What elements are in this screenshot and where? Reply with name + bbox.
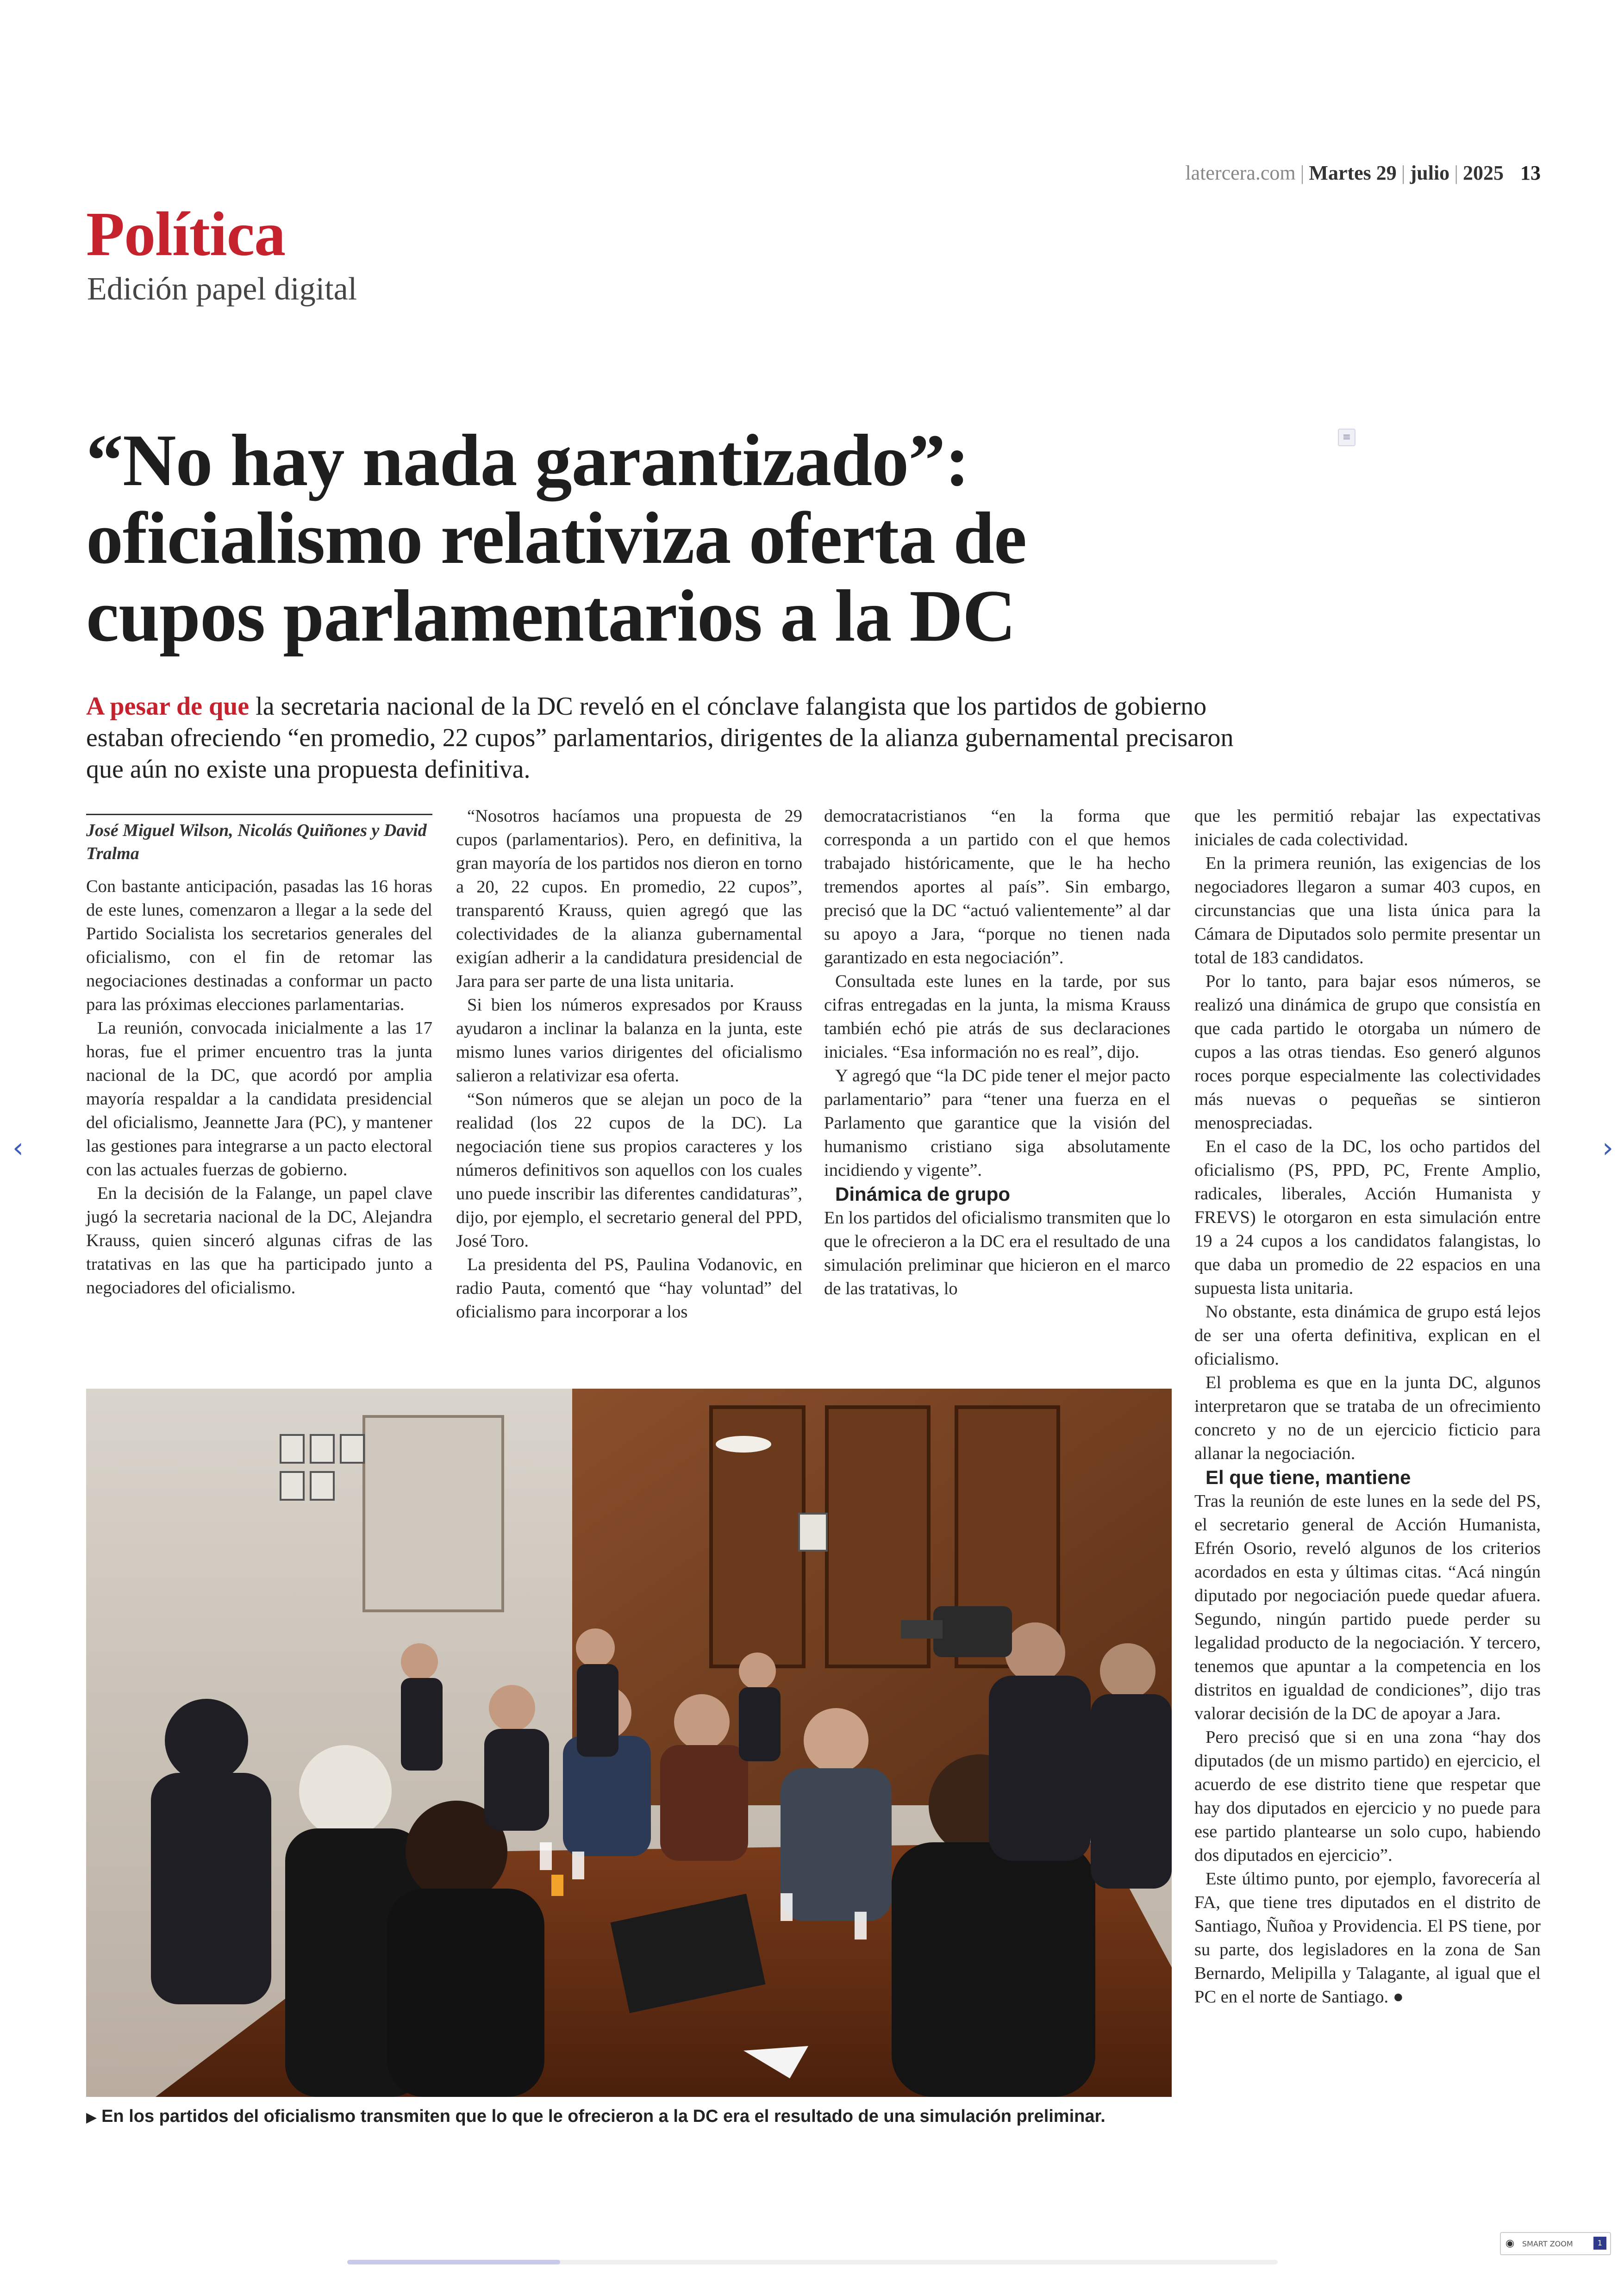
chevron-left-icon[interactable]: ‹ [12, 1132, 24, 1164]
note-icon[interactable]: ≡ [1338, 429, 1355, 446]
paragraph: La reunión, convocada inicialmente a las 17 horas, fue el primer encuentro tras la junta nacional de la DC, que acordó por amplia mayoría respaldar a la candidata presidencial del oficialismo, Jeannette Jara (PC), y mantener las gestiones para integrarse a un pacto electoral con las actuales fuerzas de gobierno. [86, 1018, 432, 1179]
chevron-right-icon[interactable]: › [1602, 1132, 1613, 1164]
folio-month: julio [1410, 162, 1450, 184]
paragraph: “Nosotros hacíamos una propuesta de 29 cupos (parlamentarios). Pero, en definitiva, la gran mayoría de los partidos nos dieron en torno a 20, 22 cupos. En promedio, 22 cupos”, transparentó Krauss, quien agregó que las colectividades de la alianza gubernamental exigían adherir a la candidatura presidencial de Jara para ser parte de una lista unitaria. [456, 806, 802, 991]
article-photo [86, 1389, 1172, 2097]
column-2 [456, 804, 802, 1324]
lead-text: la secretaria nacional de la DC reveló en el cónclave falangista que los partidos de gobierno estaban ofreciendo “en promedio, 22 cupos” parlamentarios, dirigentes de la alianza gubernamental precisaron que aún no existe una propuesta definitiva. [86, 692, 1234, 784]
paragraph: Consultada este lunes en la tarde, por sus cifras entregadas en la junta, la misma Krauss también echó pie atrás de sus declaraciones iniciales. “Esa información no es real”, dijo. [824, 972, 1170, 1062]
paragraph: Por lo tanto, para bajar esos números, se realizó una dinámica de grupo que consistía en que cada partido le otorgaba un número de cupos a las otras tiendas. Eso generó algunos roces porque especialmente las colectividades más nuevas o pequeñas se sintieron menospreciadas. [1194, 972, 1541, 1133]
lead-kicker: A pesar de que [86, 692, 250, 721]
paragraph: No obstante, esta dinámica de grupo está lejos de ser una oferta definitiva, explican en el oficialismo. [1194, 1302, 1541, 1369]
caption-arrow-icon: ▶ [86, 2110, 97, 2125]
smart-zoom-label: SMART ZOOM [1522, 2239, 1573, 2248]
site-name: latercera.com [1185, 162, 1296, 184]
edition-label: Edición papel digital [87, 271, 357, 307]
column-1 [86, 875, 432, 1300]
paragraph: La presidenta del PS, Paulina Vodanovic, en radio Pauta, comentó que “hay voluntad” del oficialismo para incorporar a los [456, 1255, 802, 1322]
paragraph: “Son números que se alejan un poco de la realidad (los 22 cupos de la DC). La negociación tiene sus propios caracteres y los números definitivos son aquellos con los cuales uno puede inscribir las diferentes candidaturas”, dijo, por ejemplo, el secretario general del PPD, José Toro. [456, 1090, 802, 1251]
section-title: Política [86, 200, 286, 269]
paragraph: En los partidos del oficialismo transmiten que lo que le ofrecieron a la DC era el resultado de una simulación preliminar que hicieron en el marco de las tratativas, lo [824, 1208, 1170, 1298]
paragraph: Pero precisó que si en una zona “hay dos diputados (de un mismo partido) en ejercicio, el acuerdo de ese distrito tiene que respetar que hay dos diputados en ejercicio y no puede para ese partido plantearse un solo cupo, habiendo dos diputados en ejercicio”. [1194, 1727, 1541, 1865]
column-4 [1194, 804, 1541, 2009]
paragraph: democratacristianos “en la forma que corresponda a un partido con el que hemos trabajado históricamente, que le ha hecho tremendos aportes al país”. Sin embargo, precisó que la DC “actuó valientemente” al dar su apoyo a Jara, “porque no tienen nada garantizado en esta negociación”. [824, 806, 1170, 967]
lead-paragraph [86, 691, 1243, 785]
subhead: El que tiene, mantiene [1206, 1466, 1411, 1488]
subhead: Dinámica de grupo [835, 1183, 1011, 1205]
smart-zoom-badge: 1 [1593, 2237, 1606, 2250]
page-number: 13 [1520, 162, 1541, 184]
paragraph: En el caso de la DC, los ocho partidos del oficialismo (PS, PPD, PC, Frente Amplio, radicales, liberales, Acción Humanista y FREVS) le otorgaron en esta simulación entre 19 a 24 cupos a los candidatos falangistas, lo que daba un promedio de 22 espacios en una supuesta lista unitaria. [1194, 1137, 1541, 1298]
folio-day: Martes 29 [1309, 162, 1397, 184]
smart-zoom-button[interactable] [1500, 2232, 1611, 2255]
paragraph: Y agregó que “la DC pide tener el mejor pacto parlamentario” para “tener una fuerza en el Parlamento que garantice que la visión del humanismo cristiano siga absolutamente incidiendo y vigente”. [824, 1066, 1170, 1180]
folio-year: 2025 [1463, 162, 1504, 184]
paragraph: En la decisión de la Falange, un papel clave jugó la secretaria nacional de la DC, Alejandra Krauss, quien sinceró algunas cifras de las tratativas en las que ha participado junto a negociadores del oficialismo. [86, 1184, 432, 1297]
caption-text: En los partidos del oficialismo transmiten que lo que le ofrecieron a la DC era el resultado de una simulación preliminar. [101, 2107, 1106, 2126]
paragraph: que les permitió rebajar las expectativas iniciales de cada colectividad. [1194, 806, 1541, 849]
eye-icon: ◉ [1505, 2238, 1515, 2249]
byline: José Miguel Wilson, Nicolás Quiñones y David Tralma [86, 814, 432, 865]
headline: “No hay nada garantizado”: oficialismo relativiza oferta de cupos parlamentarios a la DC [86, 419, 1027, 657]
folio: latercera.com | Martes 29 | julio | 2025 13 [1185, 162, 1541, 184]
column-3 [824, 804, 1170, 1301]
paragraph: El problema es que en la junta DC, algunos interpretaron que se trataba de un ofrecimiento concreto y no de un ejercicio ficticio para allanar la negociación. [1194, 1373, 1541, 1463]
scrollbar-thumb[interactable] [347, 2260, 560, 2264]
paragraph: Si bien los números expresados por Krauss ayudaron a inclinar la balanza en la junta, este mismo lunes varios dirigentes del oficialismo salieron a relativizar esa oferta. [456, 995, 802, 1085]
paragraph: En la primera reunión, las exigencias de los negociadores llegaron a sumar 403 cupos, en circunstancias que una lista única para la Cámara de Diputados solo permite presentar un total de 183 candidatos. [1194, 854, 1541, 967]
paragraph: Este último punto, por ejemplo, favorecería al FA, que tiene tres diputados en el distrito de Santiago, Ñuñoa y Providencia. El PS tiene, por su parte, dos legisladores en la zona de San Bernardo, Melipilla y Talagante, al igual que el PC en el norte de Santiago. ● [1194, 1869, 1541, 2007]
paragraph: Con bastante anticipación, pasadas las 16 horas de este lunes, comenzaron a llegar a la sede del Partido Socialista los secretarios generales del oficialismo, con el fin de retomar las negociaciones destinadas a conformar un pacto para las próximas elecciones parlamentarias. [86, 877, 432, 1014]
photo-caption [86, 2105, 1172, 2129]
paragraph: Tras la reunión de este lunes en la sede del PS, el secretario general de Acción Humanista, Efrén Osorio, reveló algunos de los criterios acordados en esta y últimas citas. “Acá ningún diputado por negociación puede quedar afuera. Segundo, ningún partido puede perder su legalidad producto de la negociación. Y tercero, tenemos que apuntar a la competencia en los distritos en igualdad de condiciones”, dijo tras valorar decisión de la DC de apoyar a Jara. [1194, 1491, 1541, 1723]
